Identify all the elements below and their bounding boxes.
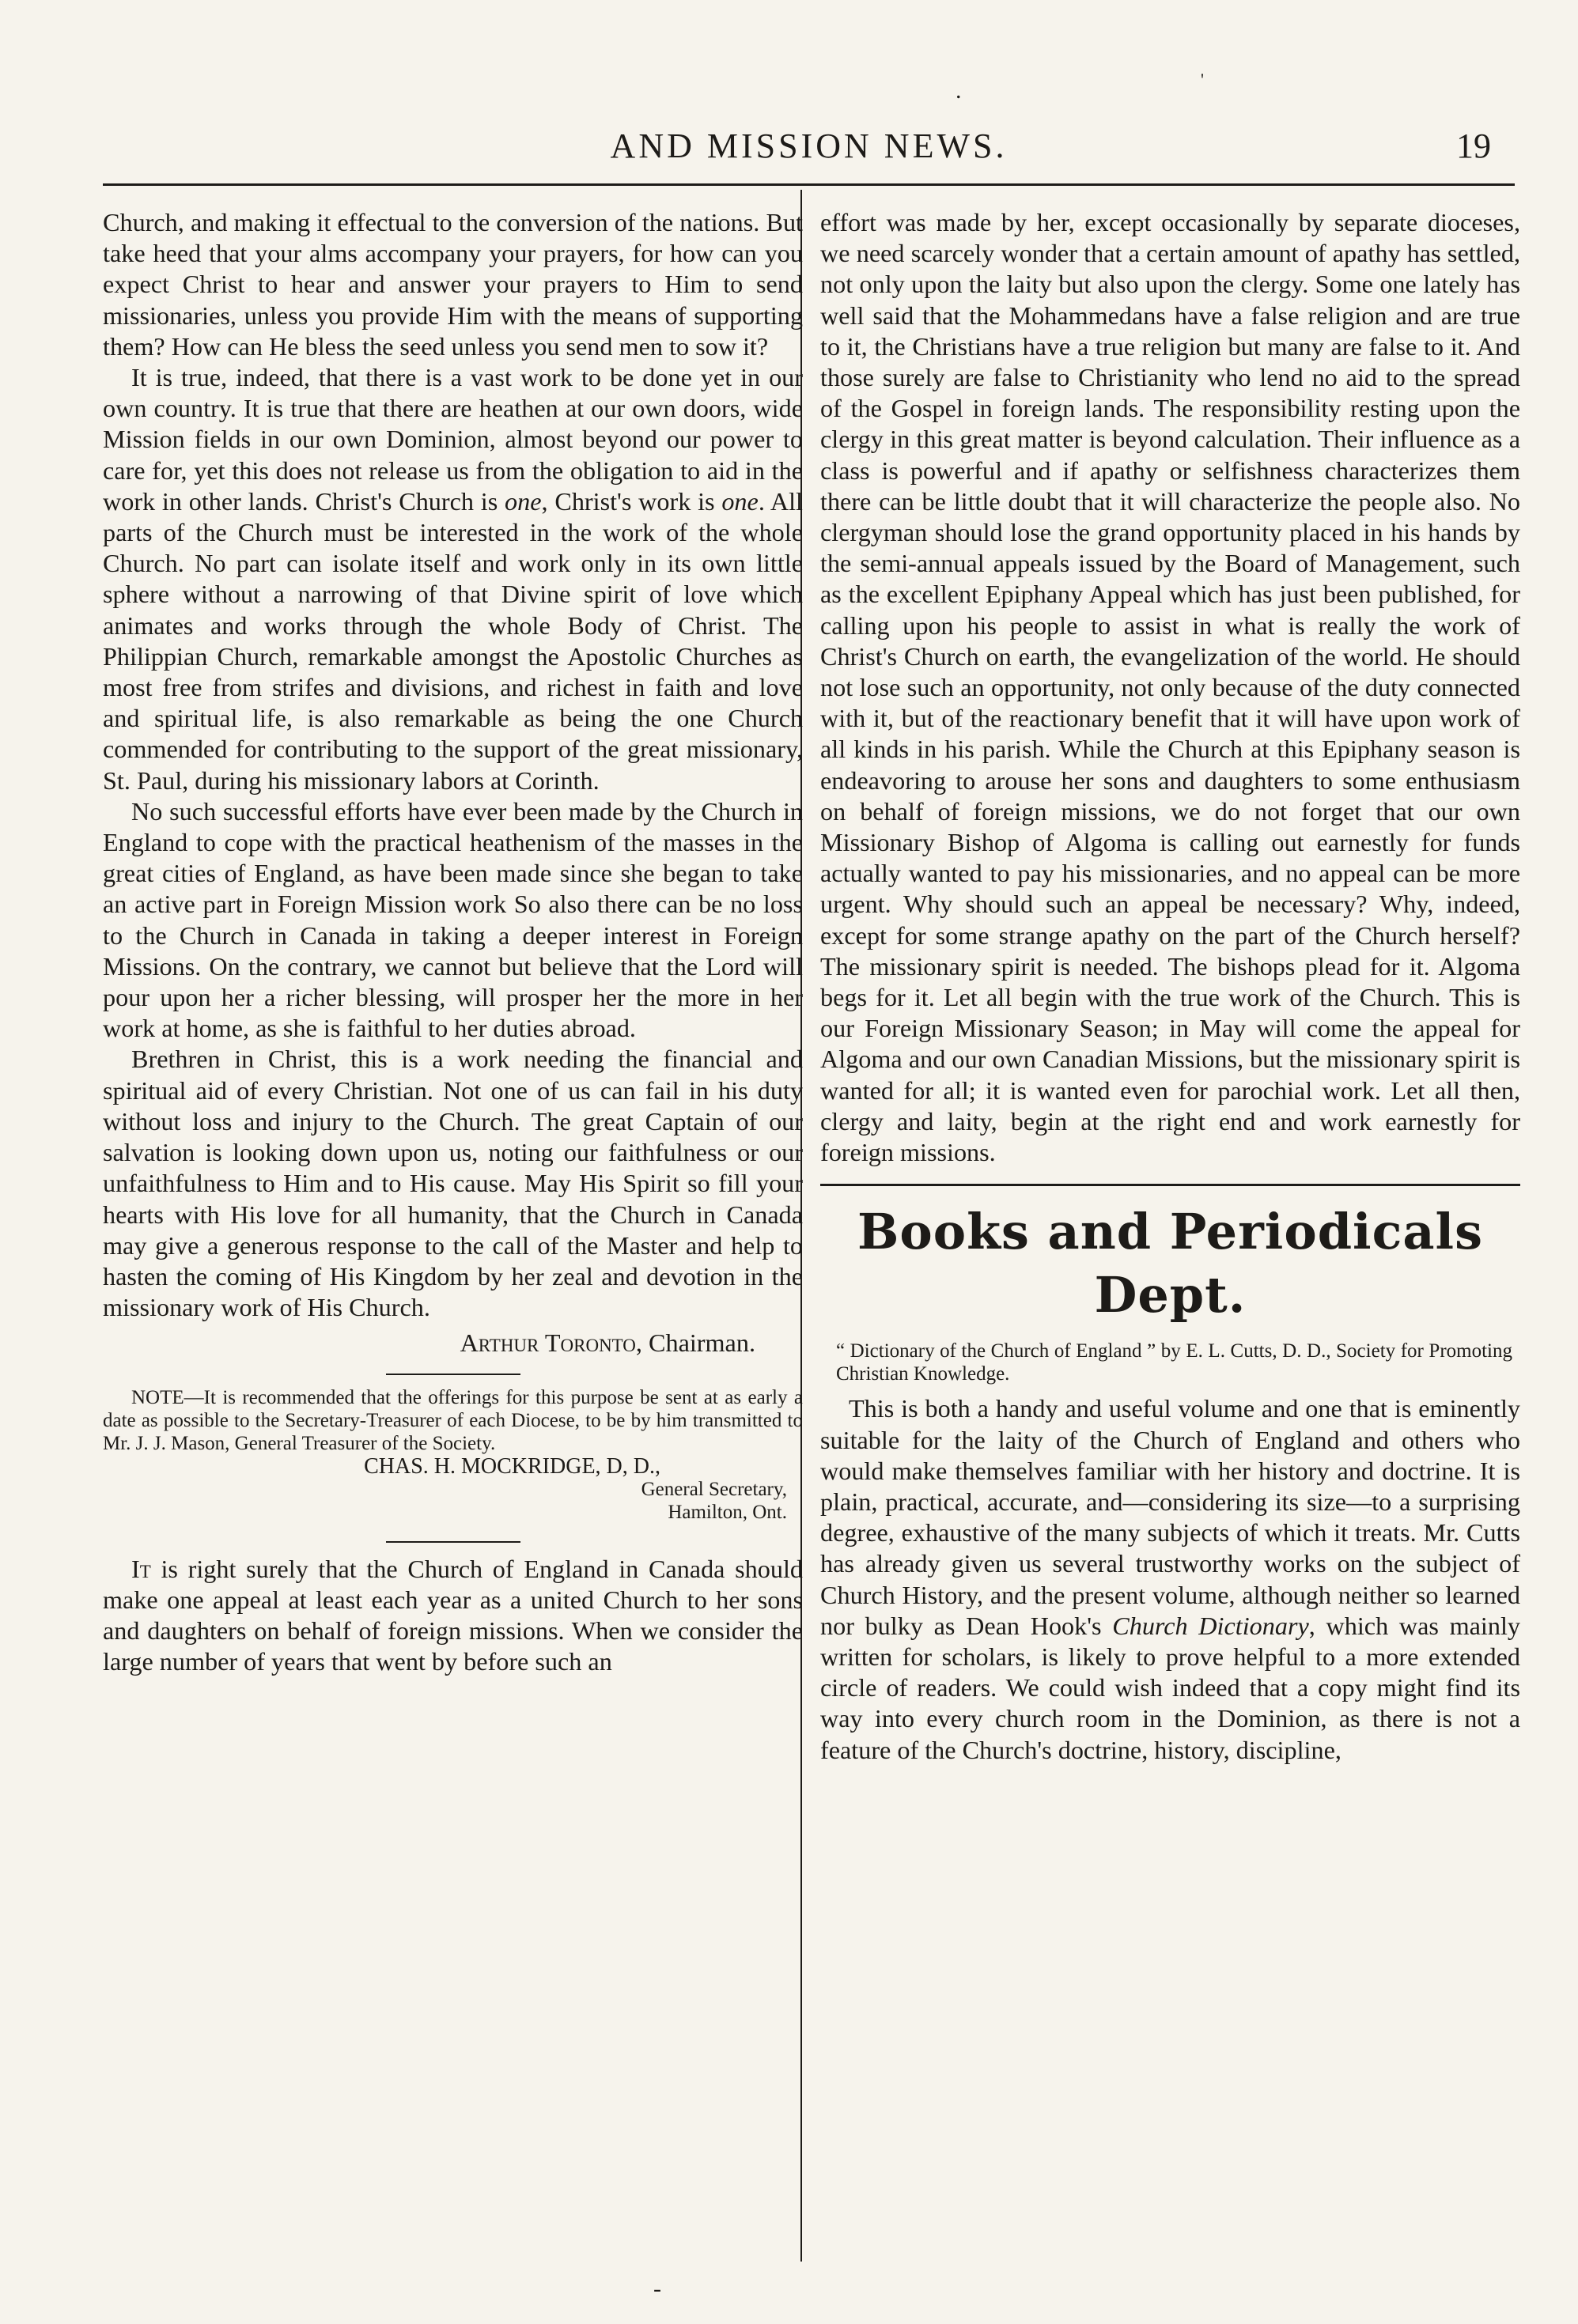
note-signer-title: General Secretary, [641,1478,787,1500]
ink-speck: - [653,2276,661,2302]
ink-speck: ' [1201,70,1204,89]
signature-name: Arthur Toronto [460,1328,636,1358]
ink-speck: . [956,77,962,104]
review-citation: “ Dictionary of the Church of England ” by E. L. Cutts, D. D., Society for Promoting Christian Knowledge. [836,1340,1512,1385]
right-column [820,207,1520,1766]
paragraph-text: It is true, indeed, that there is a vast work to be done yet in our own country. It is true that there are heathen at our own doors, wide Mission fields in our own Dominion, almost beyond our power to care for, yet this does not release us from the obligation to aid in the work in other lands. [103,363,803,516]
department-heading: Books and Periodicals Dept. [857,1203,1483,1324]
running-title: AND MISSION NEWS. [610,127,1008,165]
lead-word: It [131,1554,151,1583]
left-column [103,207,803,1677]
text-run: Christ's Church is [315,486,505,516]
note-text: NOTE—It is recommended that the offerings for this purpose be sent at as early a date as possible to the Secretary-Treasurer of each Diocese, to be by him transmitted to Mr. J. J. Mason, General Treasurer of the Society. [103,1386,803,1454]
chairman-signature [103,1328,803,1359]
emphasis: one [505,486,542,516]
note-signer: CHAS. H. MOCKRIDGE, D, D., [364,1453,660,1479]
section-rule [386,1541,520,1543]
paragraph: Church, and making it effectual to the conversion of the nations. But take heed that your alms accompany your prayers, for how can you expect Christ to hear and answer your prayers to Him to send missionaries, unless you provide Him with the means of supporting them? How can He bless the seed unless you send men to sow it? [103,208,803,361]
running-header [103,119,1515,174]
review-paragraph [820,1393,1520,1765]
text-run: This is both a handy and useful volume and one that is eminently suitable for the laity of the Church of England and others who would make themselves familiar with her history and doctrine. It is plain, practical, accurate, and—considering its size—to a surprising degree, exhaustive of the many subjects of which it treats. Mr. Cutts has already given us several trustworthy works on the subject of Church History, and the present volume, although neither so learned nor bulky as Dean Hook's [820,1394,1520,1640]
section-rule [386,1374,520,1375]
page-number: 19 [1456,127,1491,165]
note-block [103,1386,803,1524]
paragraph: Brethren in Christ, this is a work needing the financial and spiritual aid of every Christian. Not one of us can fail in his duty without loss and injury to the Church. The great Captain of our salvation is looking down upon us, noting our faithfulness or our unfaithfulness to Him and to His cause. May His Spirit so fill your hearts with His love for all humanity, that the Church in Canada may give a generous response to the call of the Master and help to hasten the coming of His Kingdom by her zeal and devotion in the missionary work of His Church. [103,1045,803,1322]
text-run: , which was mainly written for scholars, is likely to prove helpful to a more extended circle of readers. We could wish indeed that a copy might find its way into every church room in the Dominion, as there is not a feature of the Church's doctrine, history, discipline, [820,1611,1520,1764]
note-signature [103,1455,803,1524]
paragraph: effort was made by her, except occasionally by separate dioceses, we need scarcely wonder that a certain amount of apathy has settled, not only upon the laity but also upon the clergy. Some one lately has well said that the Mohammedans have a false religion and are true to it, the Christians have a true religion but many are false to it. And those surely are false to Christianity who lend no aid to the spread of the Gospel in foreign lands. The responsibility resting upon the clergy in this great matter is beyond calculation. Their influence as a class is powerful and if apathy or selfishness characterizes them there can be little doubt that it will characterize the people also. No clergyman should lose the grand opportunity placed in his hands by the semi-annual appeals issued by the Board of Management, such as the excellent Epiphany Appeal which has just been published, for calling upon his people to assist in what is really the work of Christ's Church on earth, the evangelization of the world. He should not lose such an opportunity, not only because of the duty connected with it, but of the reactionary benefit that it will have upon work of all kinds in his parish. While the Church at this Epiphany season is endeavoring to arouse her sons and daughters to some enthusiasm on behalf of foreign missions, we do not forget that our own Missionary Bishop of Algoma is calling out earnestly for funds actually wanted to pay his missionaries, and no appeal can be more urgent. Why should such an appeal be necessary? Why, indeed, except for some strange apathy on the part of the Church herself? The missionary spirit is needed. The bishops plead for it. Algoma begs for it. Let all begin with the true work of the Church. This is our Foreign Missionary Season; in May will come the appeal for Algoma and our own Canadian Missions, but the missionary spirit is wanted for all; it is wanted even for parochial work. Let all then, clergy and laity, begin at the right end and work earnestly for foreign missions. [820,208,1520,1167]
paragraph-text: is right surely that the Church of England in Canada should make one appeal at least each year as a united Church to her sons and daughters on behalf of foreign missions. When we consider the large number of years that went by before such an [103,1554,803,1676]
note-signer-place: Hamilton, Ont. [668,1501,787,1523]
emphasis: one [721,486,759,516]
signature-role: , Chairman. [635,1328,755,1358]
text-run: , Christ's work is [541,486,722,516]
emphasis: Church Dictionary [1112,1611,1309,1640]
paragraph [103,1554,803,1678]
paragraph [103,362,803,796]
header-rule [103,183,1515,186]
paragraph: No such successful efforts have ever been made by the Church in England to cope with the practical heathenism of the masses in the great cities of England, as have been made since she began to take an active part in Foreign Mission work So also there can be no loss to the Church in Canada in taking a deeper interest in Foreign Missions. On the contrary, we cannot but believe that the Lord will pour upon her a richer blessing, will prosper her the more in her work at home, as she is faithful to her duties abroad. [103,796,803,1043]
text-run: . All parts of the Church must be interested in the work of the whole Church. No part can isolate itself and work only in its own little sphere without a narrowing of that Divine spirit of love which animates and works through the whole Body of Christ. The Philippian Church, remarkable amongst the Apostolic Churches as most free from strifes and divisions, and richest in faith and love and spiritual life, is also remarkable as being the one Church commended for contributing to the support of the great missionary, St. Paul, during his missionary labors at Corinth. [103,486,803,795]
department-rule [820,1184,1520,1186]
